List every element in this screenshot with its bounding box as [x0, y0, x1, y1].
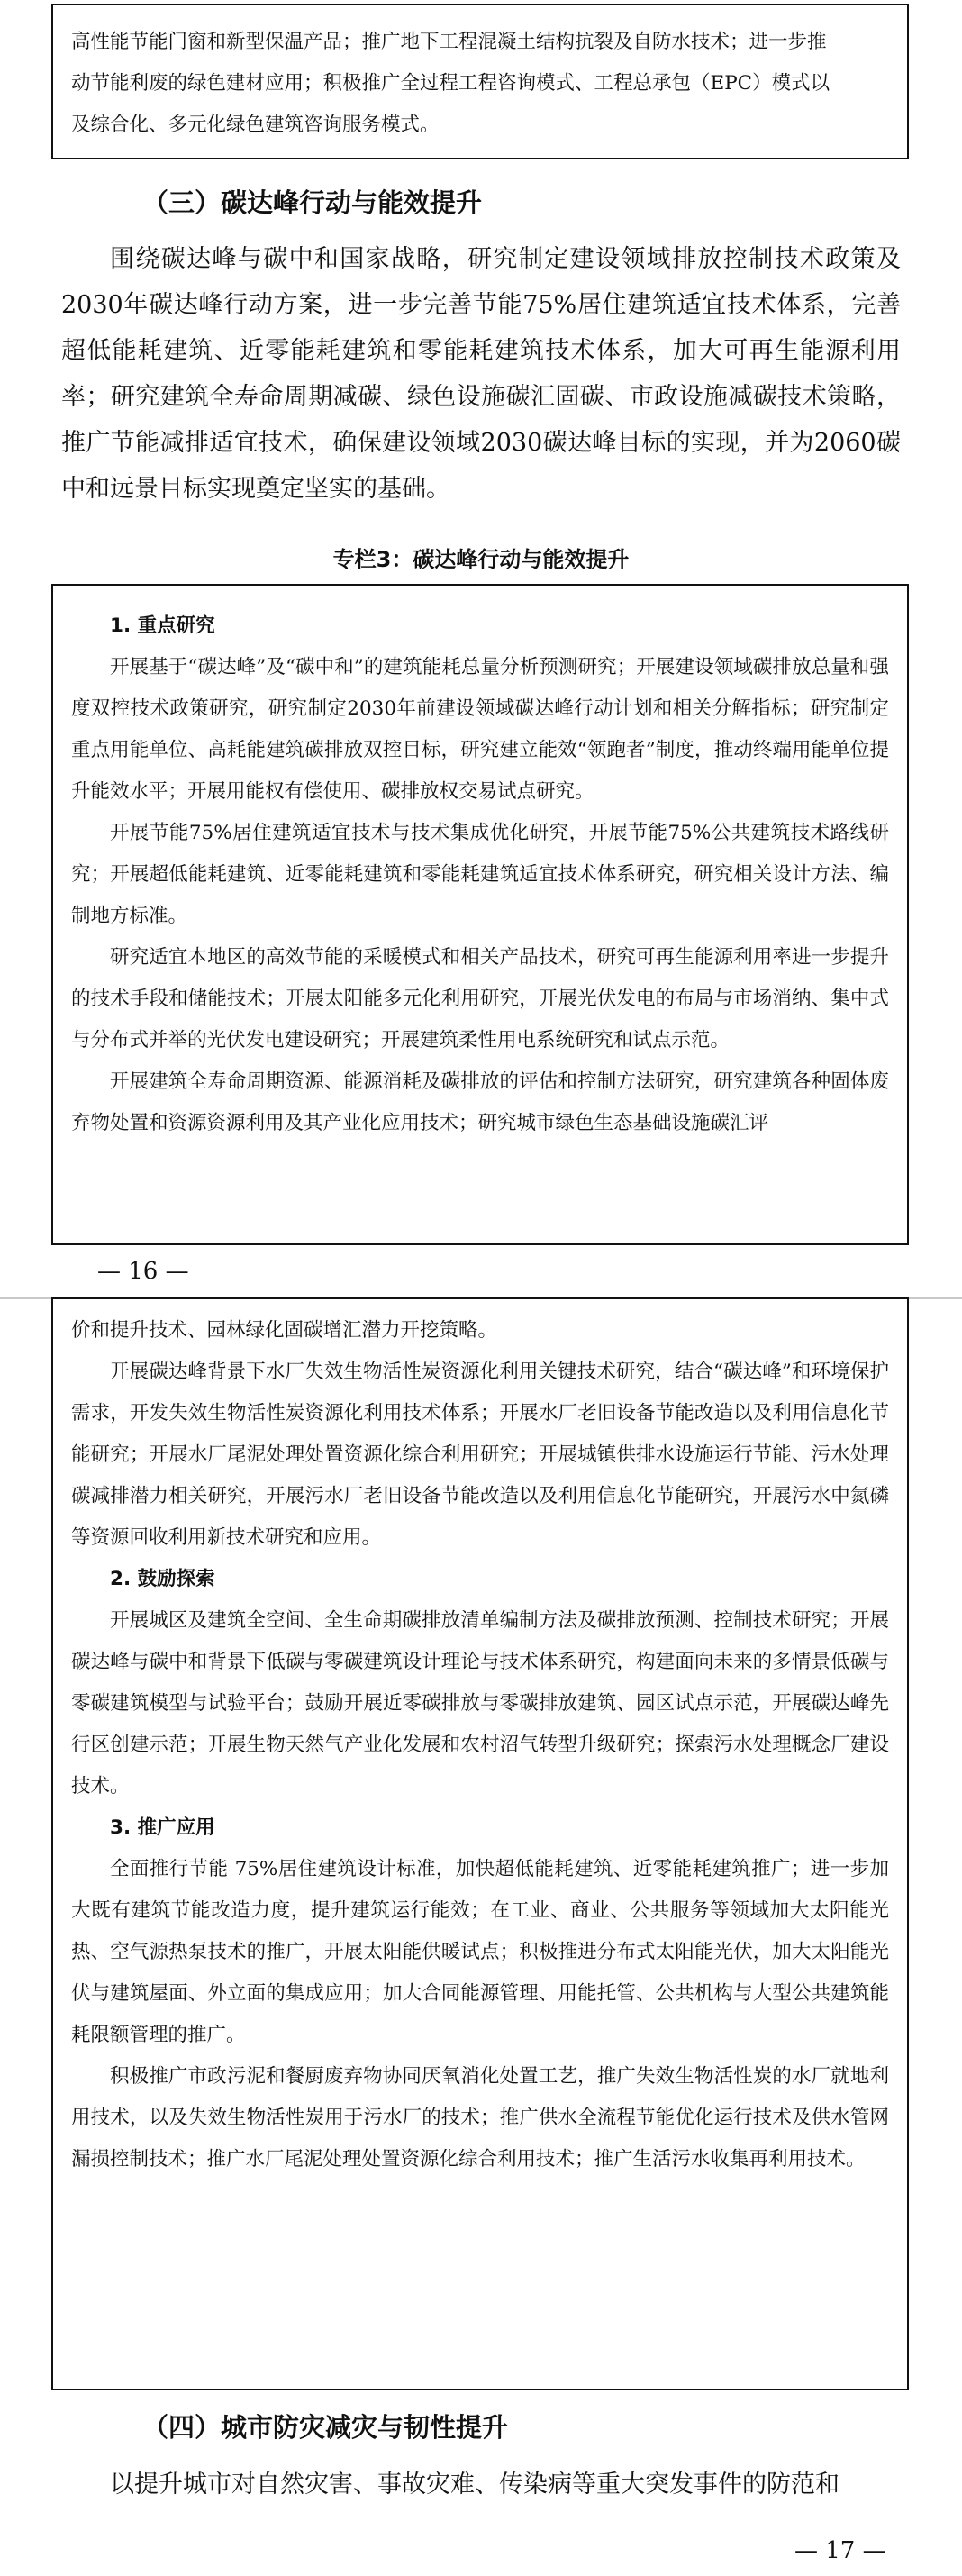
page-17: [0, 1297, 962, 2576]
column-paragraph: 开展基于“碳达峰”及“碳中和”的建筑能耗总量分析预测研究；开展建设领域碳排放总量和强度双控技术政策研究，研究制定2030年前建设领域碳达峰行动计划和相关分解指标；研究制定重点用能单位、高耗能建筑碳排放双控目标，研究建立能效“领跑者”制度，推动终端用能单位提升能效水平；开展用能权有偿使用、碳排放权交易试点研究。: [71, 656, 889, 803]
page-number: — 16 —: [97, 1258, 189, 1285]
section-4-heading: （四）城市防灾减灾与韧性提升: [142, 2412, 509, 2443]
green-building-box-continued: [51, 4, 909, 159]
column-paragraph-water: 开展碳达峰背景下水厂失效生物活性炭资源化利用关键技术研究，结合“碳达峰”和环境保护需求，开发失效生物活性炭资源化利用技术体系；开展水厂老旧设备节能改造以及利用信息化节能研究；开展水厂尾泥处理处置资源化综合利用研究；开展城镇供排水设施运行节能、污水处理碳减排潜力相关研究，开展污水厂老旧设备节能改造以及利用信息化节能研究，开展污水中氮磷等资源回收利用新技术研究和应用。: [71, 1361, 889, 1549]
column-paragraph-apply: 积极推广市政污泥和餐厨废弃物协同厌氧消化处置工艺，推广失效生物活性炭的水厂就地利用技术，以及失效生物活性炭用于污水厂的技术；推广供水全流程节能优化运行技术及供水管网漏损控制技术；推广水厂尾泥处理处置资源化综合利用技术；推广生活污水收集再利用技术。: [71, 2065, 889, 2171]
section-4-body: 以提升城市对自然灾害、事故灾难、传染病等重大突发事件的防范和: [110, 2471, 839, 2499]
box-line: 高性能节能门窗和新型保温产品；推广地下工程混凝土结构抗裂及自防水技术；进一步推: [71, 31, 827, 53]
subsection-heading-explore: 2. 鼓励探索: [110, 1568, 215, 1590]
section-3-body: 围绕碳达峰与碳中和国家战略，研究制定建设领域排放控制技术政策及2030年碳达峰行动方案，进一步完善节能75%居住建筑适宜技术体系，完善超低能耗建筑、近零能耗建筑和零能耗建筑技术体系，加大可再生能源利用率；研究建筑全寿命周期减碳、绿色设施碳汇固碳、市政设施减碳技术策略，推广节能减排适宜技术，确保建设领域2030碳达峰目标的实现，并为2060碳中和远景目标实现奠定坚实的基础。: [61, 245, 901, 503]
column-paragraph-explore: 开展城区及建筑全空间、全生命期碳排放清单编制方法及碳排放预测、控制技术研究；开展碳达峰与碳中和背景下低碳与零碳建筑设计理论与技术体系研究，构建面向未来的多情景低碳与零碳建筑模型与试验平台；鼓励开展近零碳排放与零碳排放建筑、园区试点示范，开展碳达峰先行区创建示范；开展生物天然气产业化发展和农村沼气转型升级研究；探索污水处理概念厂建设技术。: [71, 1609, 889, 1798]
column-3-box-continued: [51, 1297, 909, 2390]
column-3-title: 专栏3：碳达峰行动与能效提升: [332, 547, 630, 572]
column-paragraph-continued: 价和提升技术、园林绿化固碳增汇潜力开挖策略。: [71, 1319, 498, 1342]
section-3-heading: （三）碳达峰行动与能效提升: [142, 187, 483, 218]
box-line: 及综合化、多元化绿色建筑咨询服务模式。: [71, 114, 440, 136]
subsection-heading-apply: 3. 推广应用: [110, 1816, 215, 1839]
box-line: 动节能利废的绿色建材应用；积极推广全过程工程咨询模式、工程总承包（EPC）模式以: [71, 72, 830, 95]
column-paragraph: 开展建筑全寿命周期资源、能源消耗及碳排放的评估和控制方法研究，研究建筑各种固体废弃物处置和资源资源利用及其产业化应用技术；研究城市绿色生态基础设施碳汇评: [71, 1070, 889, 1134]
column-paragraph-apply: 全面推行节能 75%居住建筑设计标准，加快超低能耗建筑、近零能耗建筑推广；进一步加大既有建筑节能改造力度，提升建筑运行能效；在工业、商业、公共服务等领域加大太阳能光热、空气源热泵技术的推广，开展太阳能供暖试点；积极推进分布式太阳能光伏，加大太阳能光伏与建筑屋面、外立面的集成应用；加大合同能源管理、用能托管、公共机构与大型公共建筑能耗限额管理的推广。: [71, 1858, 889, 2046]
column-3-box: [51, 584, 909, 1245]
column-paragraph: 研究适宜本地区的高效节能的采暖模式和相关产品技术，研究可再生能源利用率进一步提升的技术手段和储能技术；开展太阳能多元化利用研究，开展光伏发电的布局与市场消纳、集中式与分布式并举的光伏发电建设研究；开展建筑柔性用电系统研究和试点示范。: [71, 946, 889, 1051]
subsection-heading-key-research: 1. 重点研究: [110, 614, 215, 637]
page-number: — 17 —: [794, 2537, 886, 2564]
column-paragraph: 开展节能75%居住建筑适宜技术与技术集成优化研究，开展节能75%公共建筑技术路线研究；开展超低能耗建筑、近零能耗建筑和零能耗建筑适宜技术体系研究，研究相关设计方法、编制地方标准。: [71, 822, 889, 927]
